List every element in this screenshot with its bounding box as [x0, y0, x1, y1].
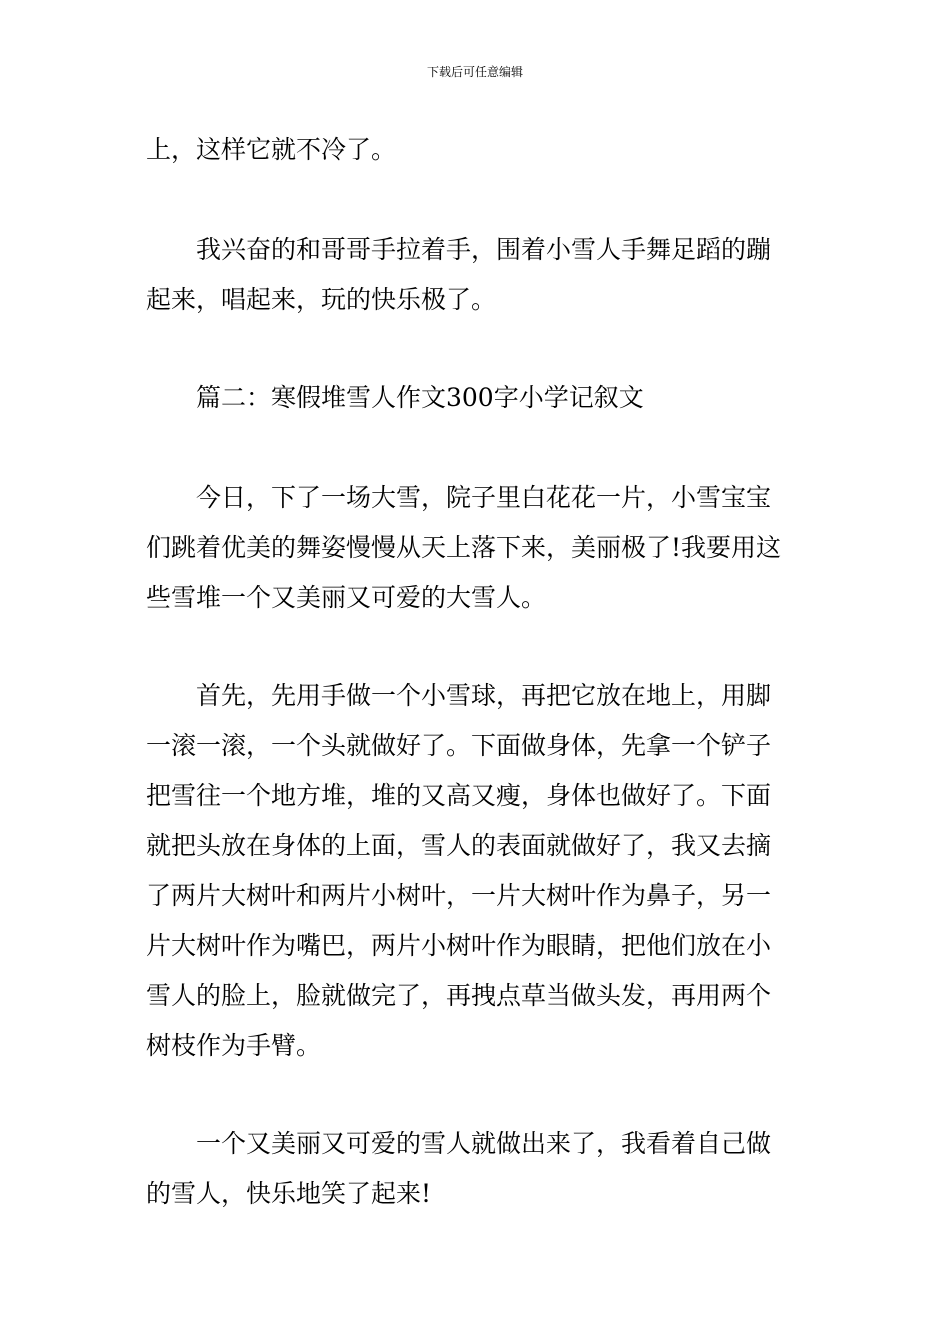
paragraph-dance	[146, 225, 810, 325]
text-line: 就把头放在身体的上面，雪人的表面就做好了，我又去摘	[146, 831, 772, 860]
text-line: 了两片大树叶和两片小树叶，一片大树叶作为鼻子，另一	[146, 881, 772, 910]
paragraph-ending	[146, 1119, 810, 1219]
text-line: 的雪人，快乐地笑了起来!	[146, 1179, 432, 1208]
text-line: 雪人的脸上，脸就做完了，再拽点草当做头发，再用两个	[146, 981, 772, 1010]
text-line: 起来，唱起来，玩的快乐极了。	[146, 285, 497, 314]
text-line: 树枝作为手臂。	[146, 1031, 322, 1060]
text-line: 上，这样它就不冷了。	[146, 135, 397, 164]
text-line: 一滚一滚，一个头就做好了。下面做身体，先拿一个铲子	[146, 731, 772, 760]
text-line: 把雪往一个地方堆，堆的又高又瘦，身体也做好了。下面	[146, 781, 772, 810]
section-title: 篇二：寒假堆雪人作文300字小学记叙文	[196, 383, 644, 412]
section-heading	[146, 373, 810, 423]
text-line: 们跳着优美的舞姿慢慢从天上落下来，美丽极了!我要用这	[146, 533, 782, 562]
text-line: 片大树叶作为嘴巴，两片小树叶作为眼睛，把他们放在小	[146, 931, 772, 960]
text-line: 我兴奋的和哥哥手拉着手，围着小雪人手舞足蹈的蹦	[196, 235, 772, 264]
text-line: 今日，下了一场大雪，院子里白花花一片，小雪宝宝	[196, 483, 772, 512]
text-line: 一个又美丽又可爱的雪人就做出来了，我看着自己做	[196, 1129, 772, 1158]
page-header: 下载后可任意编辑	[426, 65, 523, 79]
paragraph-continuation	[146, 125, 810, 175]
text-line: 些雪堆一个又美丽又可爱的大雪人。	[146, 583, 547, 612]
paragraph-snowfall	[146, 473, 810, 623]
text-line: 首先，先用手做一个小雪球，再把它放在地上，用脚	[196, 681, 772, 710]
paragraph-building	[146, 671, 810, 1071]
